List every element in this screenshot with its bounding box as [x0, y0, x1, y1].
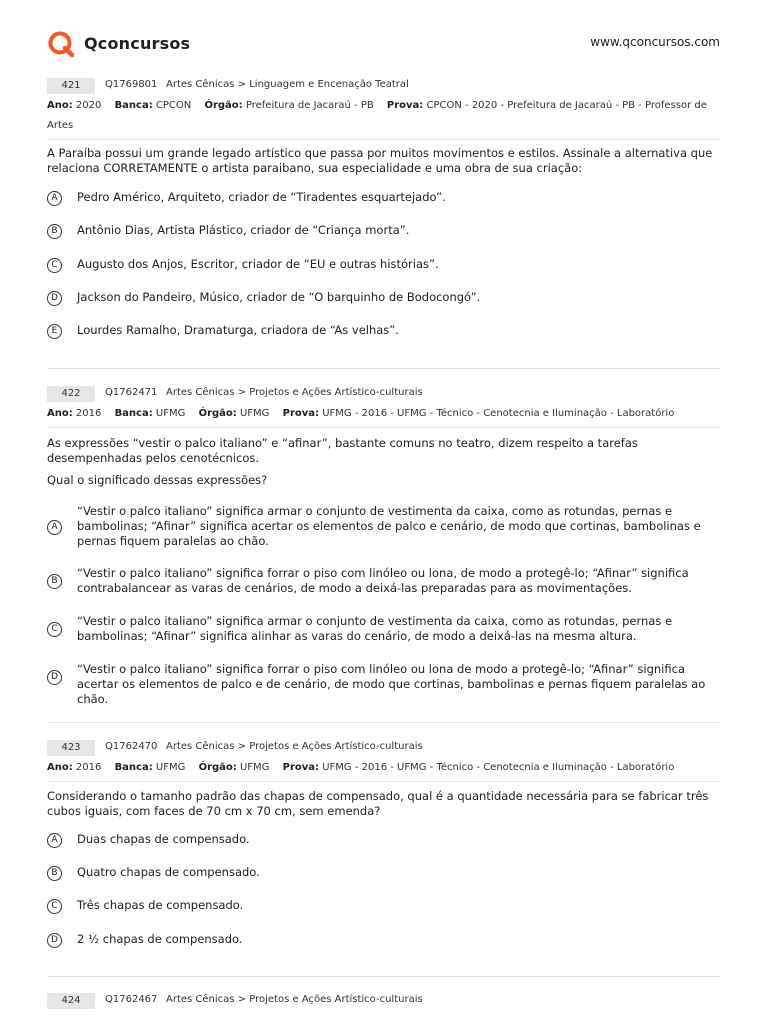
question-card — [47, 384, 720, 488]
answer-options — [47, 190, 720, 343]
question-subject: Artes Cênicas > Linguagem e Encenação Teatral — [166, 79, 409, 90]
question-number-badge: 421 — [47, 78, 95, 94]
option-letter[interactable]: A — [47, 191, 62, 206]
answer-options — [47, 832, 720, 952]
question-card — [47, 76, 720, 176]
option-letter[interactable]: C — [47, 258, 62, 273]
question-statement: A Paraíba possui um grande legado artístico que passa por muitos movimentos e estilos. Assinale a alternativa que relaciona CORRETAMENTE o artista paraibano, sua especialidade e uma obra de sua criação: — [47, 146, 713, 175]
question-card — [47, 738, 720, 819]
option-letter[interactable]: B — [47, 574, 62, 589]
option-letter[interactable]: B — [47, 866, 62, 881]
question-header — [47, 384, 720, 404]
option-b[interactable]: B Antônio Dias, Artista Plástico, criador de “Criança morta”. — [47, 223, 720, 257]
question-statement: As expressões “vestir o palco italiano” e “afinar”, bastante comuns no teatro, dizem respeito a tarefas desempenhadas pelos cenotécnicos. — [47, 436, 638, 465]
question-number-badge: 424 — [47, 993, 95, 1009]
question-separator — [47, 976, 720, 977]
option-a[interactable]: A “Vestir o palco italiano” significa armar o conjunto de vestimenta da caixa, como as rotundas, pernas e bambolinas; “Afinar” significa acertar os elementos de palco e cenário, de modo que cortinas, bambolinas e pernas fiquem paralelas ao chão. — [47, 504, 720, 566]
option-d[interactable]: D “Vestir o palco italiano” significa forrar o piso com linóleo ou lona de modo a protegê-lo; “Afinar” significa acertar os elementos de palco e de cenário, de modo que cortinas, bambolinas e pernas fiquem paralelas ao chão. — [47, 662, 720, 694]
option-c[interactable]: C “Vestir o palco italiano” significa armar o conjunto de vestimenta da caixa, como as rotundas, pernas e bambolinas; “Afinar” significa alinhar as varas do cenário, de modo a deixá-las na mesma altura. — [47, 614, 720, 662]
option-letter[interactable]: D — [47, 291, 62, 306]
option-b[interactable]: B “Vestir o palco italiano” significa forrar o piso com linóleo ou lona, de modo a protegê-lo; “Afinar” significa contrabalancear as varas de cenários, de modo a deixá-las preparadas para as movimentações. — [47, 566, 720, 614]
option-a[interactable]: A Duas chapas de compensado. — [47, 832, 720, 865]
site-url-link[interactable]: www.qconcursos.com — [590, 35, 720, 49]
option-c[interactable]: C Augusto dos Anjos, Escritor, criador de “EU e outras histórias”. — [47, 257, 720, 290]
answer-options — [47, 504, 720, 706]
question-id-link[interactable]: Q1769801 — [105, 79, 158, 90]
option-letter[interactable]: A — [47, 833, 62, 848]
question-meta: Ano: 2020 Banca: CPCON Órgão: Prefeitura de Jacaraú - PB Prova: CPCON - 2020 - Prefeitura de Jacaraú - PB - Professor de Artes — [47, 100, 707, 131]
option-letter[interactable]: C — [47, 622, 62, 637]
option-d[interactable]: D Jackson do Pandeiro, Músico, criador de “O barquinho de Bodocongó”. — [47, 290, 720, 323]
question-id-link[interactable]: Q1762471 — [105, 387, 158, 398]
question-separator — [47, 722, 720, 723]
divider — [47, 139, 720, 140]
question-id-link[interactable]: Q1762467 — [105, 994, 158, 1005]
question-prompt: Qual o significado dessas expressões? — [47, 473, 268, 487]
question-separator — [47, 368, 720, 369]
option-letter[interactable]: B — [47, 224, 62, 239]
option-c[interactable]: C Três chapas de compensado. — [47, 898, 720, 932]
brand-name[interactable]: Qconcursos — [84, 34, 191, 53]
question-meta: Ano: 2016 Banca: UFMG Órgão: UFMG Prova: UFMG - 2016 - UFMG - Técnico - Cenotecnia e Iluminação - Laboratório — [47, 762, 675, 773]
option-letter[interactable]: C — [47, 899, 62, 914]
question-header — [47, 738, 720, 758]
question-id-link[interactable]: Q1762470 — [105, 741, 158, 752]
divider — [47, 781, 720, 782]
question-subject: Artes Cênicas > Projetos e Ações Artístico-culturais — [166, 741, 423, 752]
question-number-badge: 423 — [47, 740, 95, 756]
option-letter[interactable]: A — [47, 520, 62, 535]
question-number-badge: 422 — [47, 386, 95, 402]
divider — [47, 427, 720, 428]
qconcursos-logo-icon — [47, 30, 75, 58]
option-a[interactable]: A Pedro Américo, Arquiteto, criador de “Tiradentes esquartejado”. — [47, 190, 720, 223]
question-card — [47, 991, 720, 1011]
question-subject: Artes Cênicas > Projetos e Ações Artístico-culturais — [166, 387, 423, 398]
option-d[interactable]: D 2 ½ chapas de compensado. — [47, 932, 720, 952]
option-b[interactable]: B Quatro chapas de compensado. — [47, 865, 720, 898]
option-e[interactable]: E Lourdes Ramalho, Dramaturga, criadora de “As velhas”. — [47, 323, 720, 343]
option-letter[interactable]: D — [47, 670, 62, 685]
question-meta: Ano: 2016 Banca: UFMG Órgão: UFMG Prova: UFMG - 2016 - UFMG - Técnico - Cenotecnia e Iluminação - Laboratório — [47, 408, 675, 419]
option-letter[interactable]: E — [47, 324, 62, 339]
question-header — [47, 76, 720, 96]
question-header — [47, 991, 720, 1011]
question-statement: Considerando o tamanho padrão das chapas de compensado, qual é a quantidade necessária para se fabricar três cubos iguais, com faces de 70 cm x 70 cm, sem emenda? — [47, 789, 709, 818]
page-header — [0, 0, 768, 70]
question-subject: Artes Cênicas > Projetos e Ações Artístico-culturais — [166, 994, 423, 1005]
option-letter[interactable]: D — [47, 933, 62, 948]
